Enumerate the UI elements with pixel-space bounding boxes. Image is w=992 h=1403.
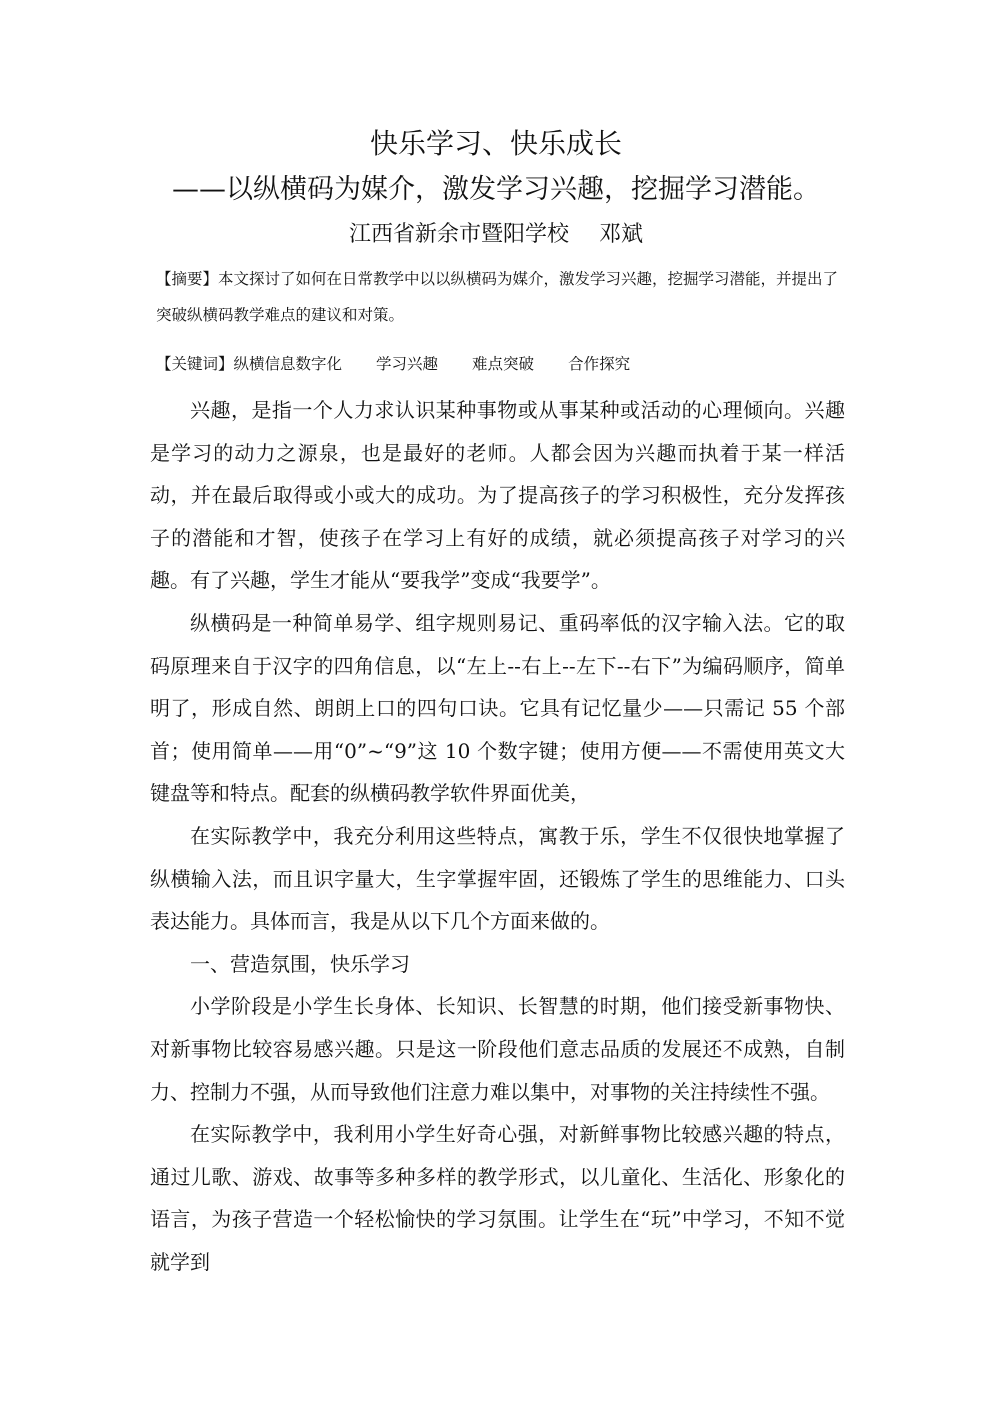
abstract-text: 本文探讨了如何在日常教学中以以纵横码为媒介，激发学习兴趣，挖掘学习潜能，并提出了突破纵横码教学难点的建议和对策。	[156, 270, 839, 324]
section-heading: 一、营造氛围，快乐学习	[190, 951, 410, 976]
document-title: 快乐学习、快乐成长	[369, 127, 622, 160]
author-line	[0, 218, 992, 252]
keyword: 纵横信息数字化	[233, 355, 343, 373]
document-body	[150, 389, 845, 1283]
body-paragraph: 小学阶段是小学生长身体、长知识、长智慧的时期，他们接受新事物快、对新事物比较容易感兴趣。只是这一阶段他们意志品质的发展还不成熟，自制力、控制力不强，从而导致他们注意力难以集中，对事物的关注持续性不强。	[150, 994, 845, 1104]
keywords	[156, 346, 846, 382]
keyword: 合作探究	[568, 355, 631, 373]
body-paragraph: 在实际教学中，我利用小学生好奇心强，对新鲜事物比较感兴趣的特点，通过儿歌、游戏、故事等多种多样的教学形式，以儿童化、生活化、形象化的语言，为孩子营造一个轻松愉快的学习氛围。让学生在“玩”中学习，不知不觉就学到	[150, 1122, 845, 1274]
keyword: 难点突破	[472, 355, 535, 373]
school-name: 江西省新余市暨阳学校	[348, 222, 569, 247]
body-paragraph: 纵横码是一种简单易学、组字规则易记、重码率低的汉字输入法。它的取码原理来自于汉字的四角信息，以“左上--右上--左下--右下”为编码顺序，简单明了，形成自然、朗朗上口的四句口诀。它具有记忆量少——只需记 55 个部首；使用简单——用“0”~“9”这 10 个数字键；使用方便——不需使用英文大键盘等和特点。配套的纵横码教学软件界面优美，	[150, 610, 845, 806]
keyword: 学习兴趣	[376, 355, 439, 373]
document-subtitle: ——以纵横码为媒介，激发学习兴趣，挖掘学习潜能。	[172, 174, 820, 205]
abstract-label: 【摘要】	[156, 270, 219, 288]
abstract	[156, 261, 846, 333]
keywords-label: 【关键词】	[156, 355, 234, 373]
author-name: 邓斌	[599, 222, 644, 247]
body-paragraph: 在实际教学中，我充分利用这些特点，寓教于乐，学生不仅很快地掌握了纵横输入法，而且识字量大，生字掌握牢固，还锻炼了学生的思维能力、口头表达能力。具体而言，我是从以下几个方面来做的。	[150, 823, 845, 934]
body-paragraph: 兴趣，是指一个人力求认识某种事物或从事某种或活动的心理倾向。兴趣是学习的动力之源泉，也是最好的老师。人都会因为兴趣而执着于某一样活动，并在最后取得或小或大的成功。为了提高孩子的学习积极性，充分发挥孩子的潜能和才智，使孩子在学习上有好的成绩，就必须提高孩子对学习的兴趣。有了兴趣，学生才能从“要我学”变成“我要学”。	[150, 398, 845, 593]
